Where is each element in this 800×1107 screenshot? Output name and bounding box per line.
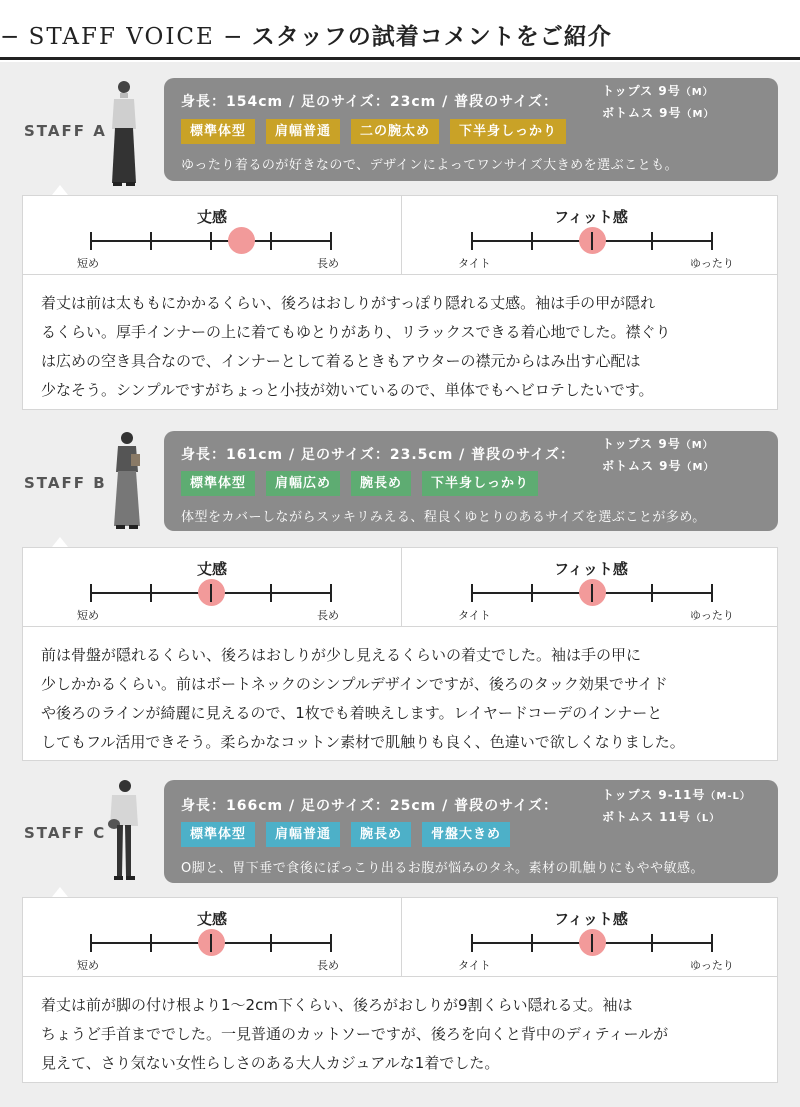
bottoms-size-note: （M）	[681, 462, 715, 473]
level-dot	[228, 227, 255, 254]
scale-tick	[471, 232, 473, 250]
length-min-label: 短め	[77, 257, 99, 270]
comment-line: るくらい。厚手インナーの上に着てもゆとりがあり、リラックスできる着心地でした。襟ぐり	[41, 323, 671, 341]
tops-size: トップス 9号	[602, 437, 681, 451]
tops-size-note: （M）	[680, 87, 714, 98]
tag: 肩幅普通	[266, 119, 340, 144]
section-header	[0, 0, 800, 60]
tops-size: トップス 9-11号	[602, 788, 706, 802]
scale-tick	[651, 934, 653, 952]
speech-pointer	[52, 185, 68, 195]
body-type-tags	[181, 471, 538, 496]
scale-tick	[270, 934, 272, 952]
comment-line: 着丈は前は太ももにかかるくらい、後ろはおしりがすっぽり隠れる丈感。袖は手の甲が隠れ	[41, 294, 656, 312]
comment-line: 見えて、さり気ない女性らしさのある大人カジュアルな1着でした。	[41, 1054, 500, 1072]
scale-tick	[531, 934, 533, 952]
size-scale-box	[22, 195, 778, 275]
fit-max-label: ゆったり	[690, 959, 734, 972]
usual-sizes	[602, 434, 714, 478]
speech-pointer	[52, 887, 68, 897]
fit-scale	[402, 196, 780, 276]
scale-tick	[90, 584, 92, 602]
scale-tick	[651, 584, 653, 602]
bottoms-size: ボトムス 9号	[602, 106, 682, 120]
length-min-label: 短め	[77, 959, 99, 972]
tag: 標準体型	[181, 119, 255, 144]
measurements: 身長：154cm / 足のサイズ：23cm / 普段のサイズ：	[181, 94, 558, 110]
scale-tick	[150, 584, 152, 602]
tops-size: トップス 9号	[602, 84, 681, 98]
fit-min-label: タイト	[458, 257, 491, 270]
scale-tick	[90, 934, 92, 952]
length-max-label: 長め	[317, 257, 339, 270]
comment-line: 着丈は前が脚の付け根より1〜2cm下くらい、後ろがおしりが9割くらい隠れる丈。袖は	[41, 996, 633, 1014]
scale-tick	[471, 584, 473, 602]
title-dash-left: −	[0, 24, 29, 50]
tag: 標準体型	[181, 822, 255, 847]
tag: 骨盤大きめ	[422, 822, 510, 847]
speech-pointer	[52, 537, 68, 547]
scale-tick	[591, 584, 593, 602]
tag: 肩幅広め	[266, 471, 340, 496]
comment-line: は広めの空き具合なので、インナーとして着るときもアウターの襟元からはみ出す心配は	[41, 352, 641, 370]
size-scale-box	[22, 897, 778, 977]
tag: 下半身しっかり	[450, 119, 566, 144]
scale-tick	[330, 232, 332, 250]
fit-scale	[402, 898, 780, 978]
bottoms-size-note: （M）	[681, 109, 715, 120]
tag: 標準体型	[181, 471, 255, 496]
staff-info-box	[164, 780, 778, 883]
scale-tick	[711, 584, 713, 602]
staff-label: STAFF A	[24, 122, 107, 140]
scale-tick	[150, 934, 152, 952]
staff-description: 体型をカバーしながらスッキリみえる、程良くゆとりのあるサイズを選ぶことが多め。	[181, 510, 706, 525]
title-dash-right: −	[214, 24, 252, 50]
length-max-label: 長め	[317, 959, 339, 972]
fit-scale-title: フィット感	[554, 560, 628, 578]
length-scale-title: 丈感	[196, 910, 227, 928]
staff-label: STAFF B	[24, 474, 107, 492]
scale-tick	[531, 584, 533, 602]
comment-line: ちょうど手首まででした。一見普通のカットソーですが、後ろを向くと背中のディティールが	[41, 1025, 669, 1043]
scale-tick	[531, 232, 533, 250]
scale-tick	[210, 232, 212, 250]
title-en: STAFF VOICE	[28, 24, 215, 50]
bottoms-size: ボトムス 9号	[602, 459, 682, 473]
scale-tick	[711, 934, 713, 952]
fit-min-label: タイト	[458, 609, 491, 622]
tag: 二の腕太め	[351, 119, 439, 144]
measurements: 身長：166cm / 足のサイズ：25cm / 普段のサイズ：	[181, 798, 558, 814]
tops-size-note: （M-L）	[705, 791, 751, 802]
staff-c-figure-image	[104, 778, 144, 888]
usual-sizes	[602, 785, 751, 829]
usual-sizes	[602, 81, 714, 125]
staff-label: STAFF C	[24, 824, 107, 842]
length-min-label: 短め	[77, 609, 99, 622]
staff-description: ゆったり着るのが好きなので、デザインによってワンサイズ大きめを選ぶことも。	[181, 158, 679, 173]
measurements: 身長：161cm / 足のサイズ：23.5cm / 普段のサイズ：	[181, 447, 576, 463]
length-scale-title: 丈感	[196, 208, 227, 226]
scale-tick	[90, 232, 92, 250]
staff-b-figure-image	[107, 430, 147, 533]
tag: 腕長め	[351, 471, 411, 496]
scale-tick	[270, 232, 272, 250]
scale-tick	[711, 232, 713, 250]
length-max-label: 長め	[317, 609, 339, 622]
scale-tick	[330, 584, 332, 602]
scale-tick	[591, 934, 593, 952]
staff-comment	[22, 275, 778, 410]
staff-info-box	[164, 431, 778, 531]
tops-size-note: （M）	[680, 440, 714, 451]
section-title	[0, 18, 612, 51]
scale-tick	[270, 584, 272, 602]
body-type-tags	[181, 822, 510, 847]
fit-scale-title: フィット感	[554, 208, 628, 226]
title-jp: スタッフの試着コメントをご紹介	[251, 24, 612, 50]
scale-tick	[210, 584, 212, 602]
comment-line: 前は骨盤が隠れるくらい、後ろはおしりが少し見えるくらいの着丈でした。袖は手の甲に	[41, 646, 642, 664]
staff-description: O脚と、胃下垂で食後にぽっこり出るお腹が悩みのタネ。素材の肌触りにもやや敏感。	[181, 861, 704, 876]
tag: 腕長め	[351, 822, 411, 847]
tag: 下半身しっかり	[422, 471, 538, 496]
scale-tick	[591, 232, 593, 250]
size-scale-box	[22, 547, 778, 627]
comment-line: してもフル活用できそう。柔らかなコットン素材で肌触りも良く、色違いで欲しくなりました。	[41, 733, 685, 751]
fit-max-label: ゆったり	[690, 609, 734, 622]
scale-tick	[210, 934, 212, 952]
scale-tick	[471, 934, 473, 952]
comment-line: や後ろのラインが綺麗に見えるので、1枚でも着映えします。レイヤードコーデのインナーと	[41, 704, 663, 722]
fit-scale	[402, 548, 780, 628]
scale-tick	[150, 232, 152, 250]
bottoms-size: ボトムス 11号	[602, 810, 691, 824]
comment-line: 少しかかるくらい。前はボートネックのシンプルデザインですが、後ろのタック効果でサイド	[41, 675, 668, 693]
tag: 肩幅普通	[266, 822, 340, 847]
staff-voice-panel	[0, 62, 800, 1107]
scale-tick	[651, 232, 653, 250]
length-scale	[23, 196, 401, 276]
body-type-tags	[181, 119, 566, 144]
comment-line: 少なそう。シンプルですがちょっと小技が効いているので、単体でもヘビロテしたいです。	[41, 381, 654, 399]
fit-scale-title: フィット感	[554, 910, 628, 928]
length-scale	[23, 548, 401, 628]
staff-a-figure-image	[104, 79, 144, 189]
staff-comment	[22, 977, 778, 1083]
staff-info-box	[164, 78, 778, 181]
scale-tick	[330, 934, 332, 952]
length-scale-title: 丈感	[196, 560, 227, 578]
bottoms-size-note: （L）	[690, 813, 721, 824]
fit-max-label: ゆったり	[690, 257, 734, 270]
staff-comment	[22, 627, 778, 761]
fit-min-label: タイト	[458, 959, 491, 972]
length-scale	[23, 898, 401, 978]
